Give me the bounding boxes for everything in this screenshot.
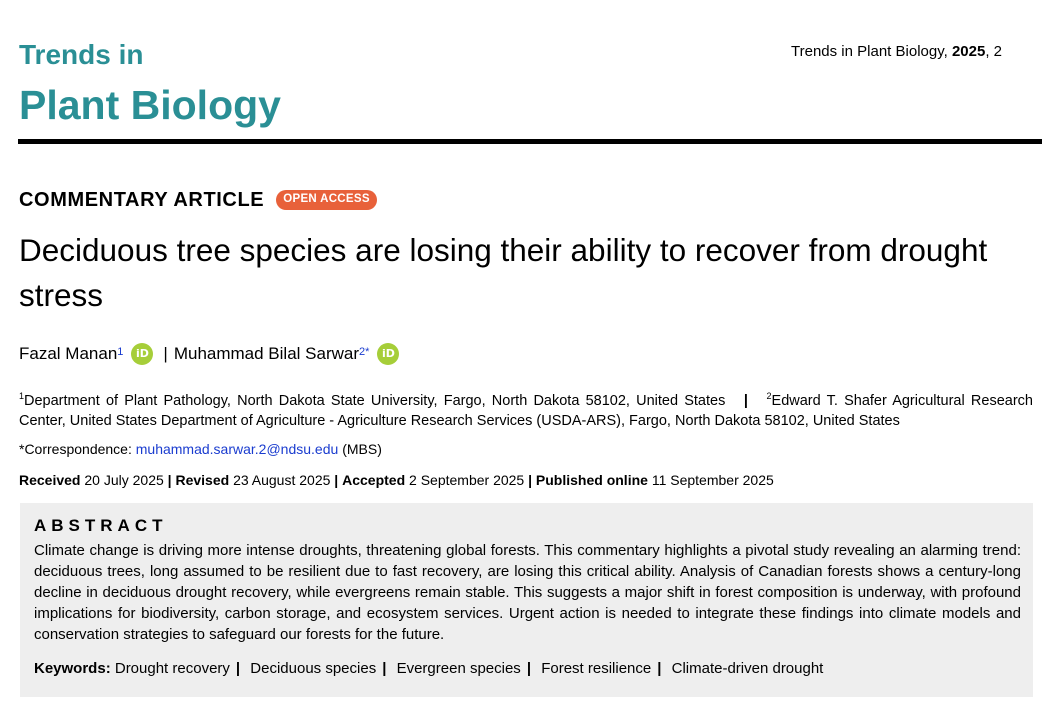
- author-separator: |: [163, 344, 168, 363]
- date-label: Revised: [175, 472, 230, 488]
- keyword: Deciduous species: [250, 660, 377, 677]
- keywords: Keywords: Drought recovery | Deciduous species | Evergreen species | Forest resilience | Climate-driven drought: [34, 660, 824, 677]
- affiliation-number: 1: [19, 391, 25, 401]
- correspondence: [19, 441, 382, 457]
- date-value: 20 July 2025: [84, 472, 164, 488]
- date-label: Received: [19, 472, 81, 488]
- keyword: Evergreen species: [396, 660, 521, 677]
- keyword: Drought recovery: [114, 660, 230, 677]
- author-name[interactable]: Muhammad Bilal Sarwar: [173, 344, 360, 363]
- abstract-box: [20, 503, 1033, 697]
- correspondence-email-link[interactable]: muhammad.sarwar.2@ndsu.edu: [135, 441, 339, 457]
- citation-year: 2025: [951, 43, 986, 60]
- date-value: 23 August 2025: [233, 472, 331, 488]
- article-type: COMMENTARY ARTICLE: [19, 189, 265, 211]
- date-value: 2 September 2025: [409, 472, 525, 488]
- open-access-badge: OPEN ACCESS: [276, 190, 377, 210]
- article-title: Deciduous tree species are losing their ability to recover from drought stress: [19, 232, 988, 313]
- author-list: [19, 343, 407, 365]
- keyword: Climate-driven drought: [671, 660, 824, 677]
- keyword: Forest resilience: [541, 660, 652, 677]
- date-label: Accepted: [342, 472, 406, 488]
- journal-name-line2: Plant Biology: [19, 82, 281, 128]
- author-affiliation-ref: 1: [117, 346, 124, 358]
- abstract-heading: ABSTRACT: [34, 516, 168, 535]
- article-type-row: [19, 190, 377, 210]
- citation-journal: Trends in Plant Biology,: [791, 43, 948, 60]
- date-label: Published online: [535, 472, 648, 488]
- affiliation-number: 2: [766, 391, 772, 401]
- header-rule: [18, 139, 1042, 144]
- affiliation-2: Edward T. Shafer Agricultural Research Center, United States Department of Agriculture - Agriculture Research Services (USDA-ARS), Fargo, North Dakota 58102, United States: [19, 392, 1033, 429]
- article-dates: Received 20 July 2025 | Revised 23 August 2025 | Accepted 2 September 2025 | Published online 11 September 2025: [19, 472, 774, 488]
- affiliations: [19, 386, 1033, 431]
- author-affiliation-ref: 2*: [359, 346, 370, 358]
- orcid-icon[interactable]: iD: [131, 343, 153, 365]
- citation-issue: , 2: [985, 43, 1002, 60]
- journal-name-line1: Trends in: [19, 39, 144, 70]
- correspondence-initials: (MBS): [342, 441, 382, 457]
- affiliation-1: Department of Plant Pathology, North Dakota State University, Fargo, North Dakota 58102, United States: [24, 392, 726, 409]
- affiliation-divider: |: [743, 392, 748, 409]
- date-value: 11 September 2025: [651, 472, 774, 488]
- orcid-icon[interactable]: iD: [377, 343, 399, 365]
- abstract-text: Climate change is driving more intense droughts, threatening global forests. This commentary highlights a pivotal study revealing an alarming trend: deciduous trees, long assumed to be resilient due to fast recovery, are losing this critical ability. Analysis of Canadian forests shows a century-long decline in deciduous drought recovery, while evergreens remain stable. This suggests a major shift in forest composition is underway, with profound implications for biodiversity, carbon storage, and ecosystem services. Urgent action is needed to integrate these findings into climate models and conservation strategies to safeguard our forests for the future.: [34, 542, 1021, 643]
- author-name[interactable]: Fazal Manan: [19, 344, 118, 363]
- journal-citation: [791, 44, 1002, 59]
- correspondence-label: *Correspondence:: [19, 441, 132, 457]
- keywords-label: Keywords:: [34, 660, 111, 677]
